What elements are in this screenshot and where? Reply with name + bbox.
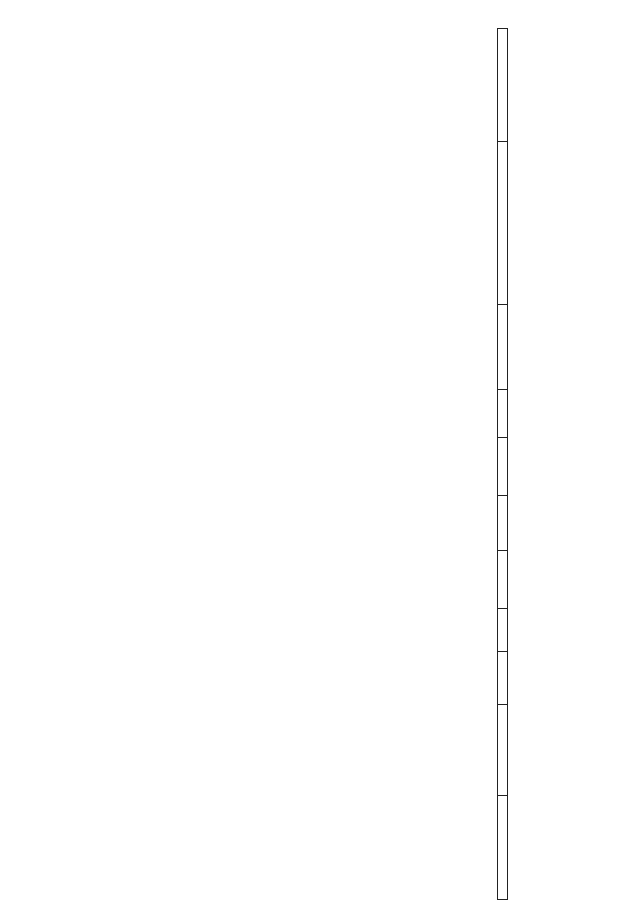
header-cell	[498, 652, 508, 705]
header-cell	[498, 142, 508, 305]
header-cell	[498, 609, 508, 652]
header-cell	[498, 305, 508, 390]
header-cell	[498, 796, 508, 900]
header-cell	[498, 496, 508, 551]
header-cell	[498, 551, 508, 609]
page-number	[30, 442, 42, 462]
header-cell	[498, 390, 508, 438]
header-cell	[498, 705, 508, 796]
column-number-header	[498, 29, 508, 900]
subprogram-table	[497, 28, 508, 900]
footer-file-path	[589, 635, 597, 765]
rotated-page-content	[92, 28, 508, 839]
header-cell	[498, 29, 508, 142]
header-cell	[498, 438, 508, 496]
